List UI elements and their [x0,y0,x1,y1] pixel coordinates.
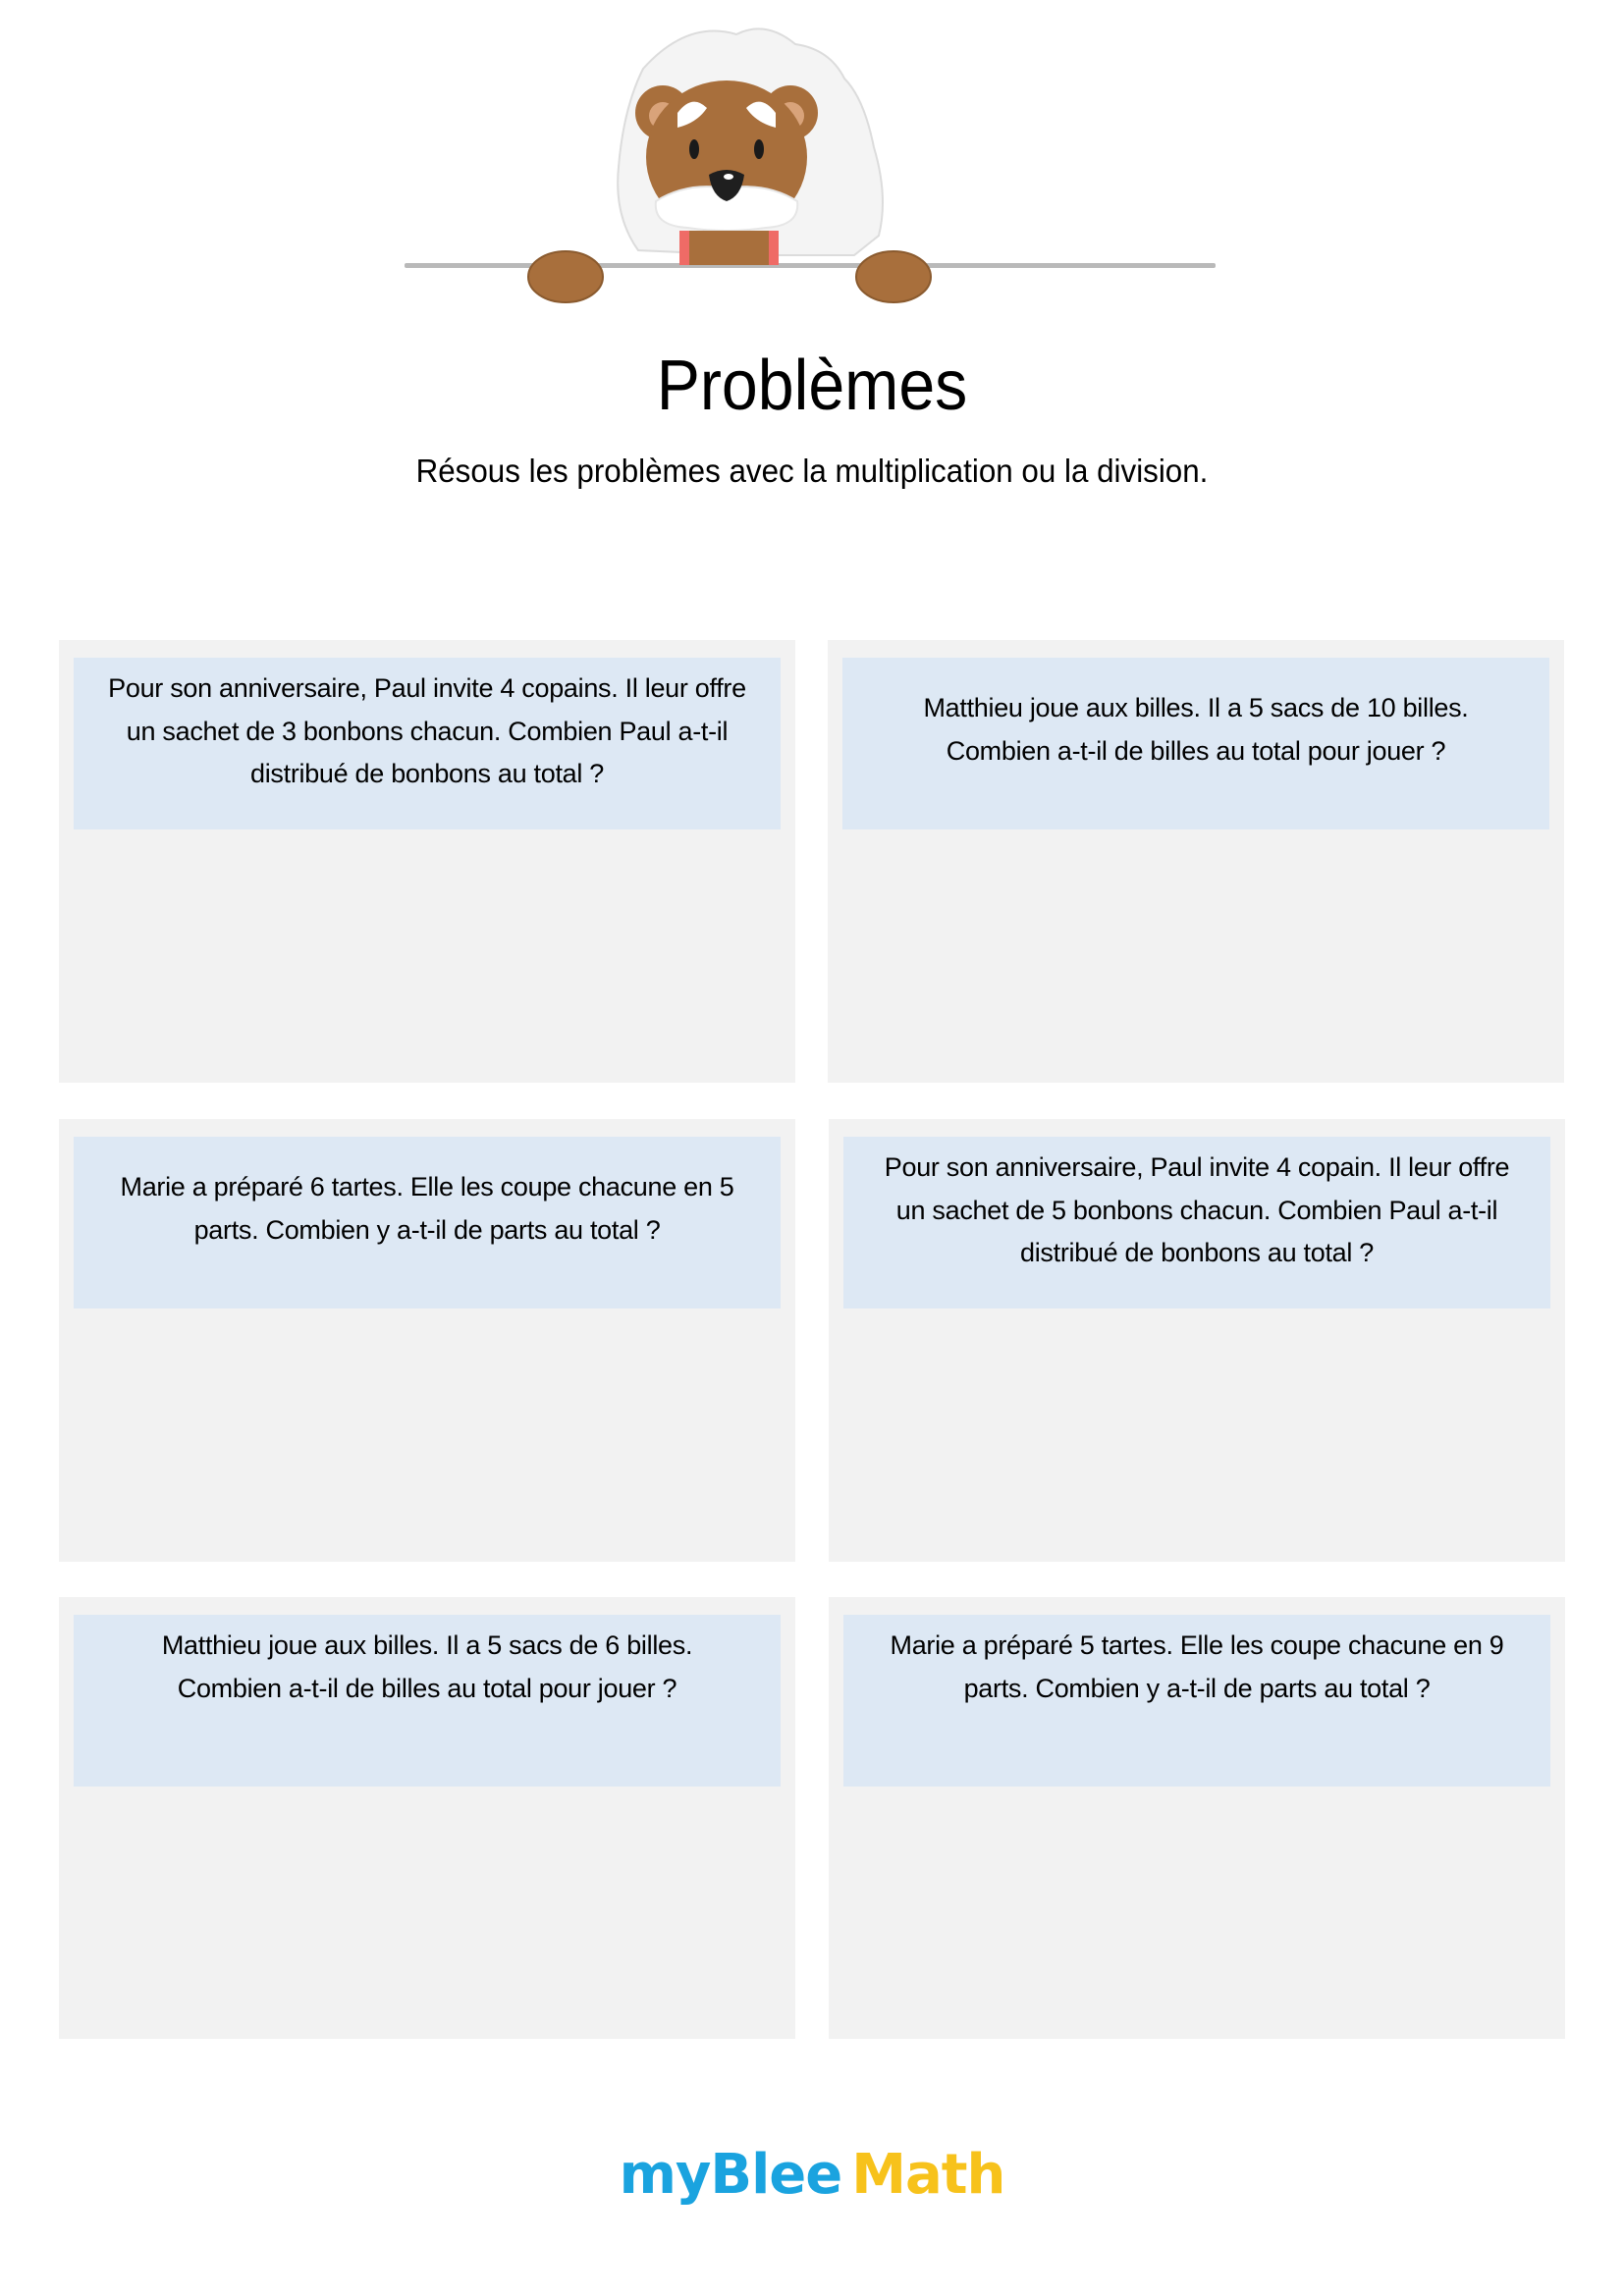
answer-area[interactable] [829,1787,1565,2039]
answer-area[interactable] [59,829,795,1083]
problem-text: Marie a préparé 5 tartes. Elle les coupe chacune en 9 parts. Combien y a-t-il de parts au total ? [890,1630,1504,1703]
logo-myblee: myBlee [619,2143,842,2207]
page-title: Problèmes [656,347,968,425]
problem-statement [843,1137,1550,1308]
answer-area[interactable] [59,1308,795,1562]
logo-math: Math [851,2143,1005,2207]
problem-text: Matthieu joue aux billes. Il a 5 sacs de 10 billes. Combien a-t-il de billes au total pour jouer ? [923,693,1469,766]
bear-mascot-icon [393,0,1237,314]
problem-statement [843,1615,1550,1787]
problem-card [829,1119,1565,1562]
problem-statement [74,658,781,829]
instruction-text: Résous les problèmes avec la multiplication ou la division. [415,453,1209,489]
problem-text: Matthieu joue aux billes. Il a 5 sacs de 6 billes. Combien a-t-il de billes au total pour jouer ? [161,1630,693,1703]
problem-text: Pour son anniversaire, Paul invite 4 copains. Il leur offre un sachet de 3 bonbons chacun. Combien Paul a-t-il distribué de bonbons au total ? [108,673,746,788]
problem-text: Marie a préparé 6 tartes. Elle les coupe chacune en 5 parts. Combien y a-t-il de parts au total ? [120,1172,734,1245]
problem-card [59,640,795,1083]
problem-card [828,640,1564,1083]
problem-statement [74,1137,781,1308]
problem-statement [74,1615,781,1787]
problem-statement [842,658,1549,829]
answer-area[interactable] [829,1308,1565,1562]
answer-area[interactable] [828,829,1564,1083]
problem-card [829,1597,1565,2039]
problem-text: Pour son anniversaire, Paul invite 4 copain. Il leur offre un sachet de 5 bonbons chacun. Combien Paul a-t-il distribué de bonbons au total ? [884,1152,1510,1267]
mascot-illustration [393,0,1237,314]
brand-logo [0,2143,1624,2207]
problem-card [59,1597,795,2039]
answer-area[interactable] [59,1787,795,2039]
problem-card [59,1119,795,1562]
